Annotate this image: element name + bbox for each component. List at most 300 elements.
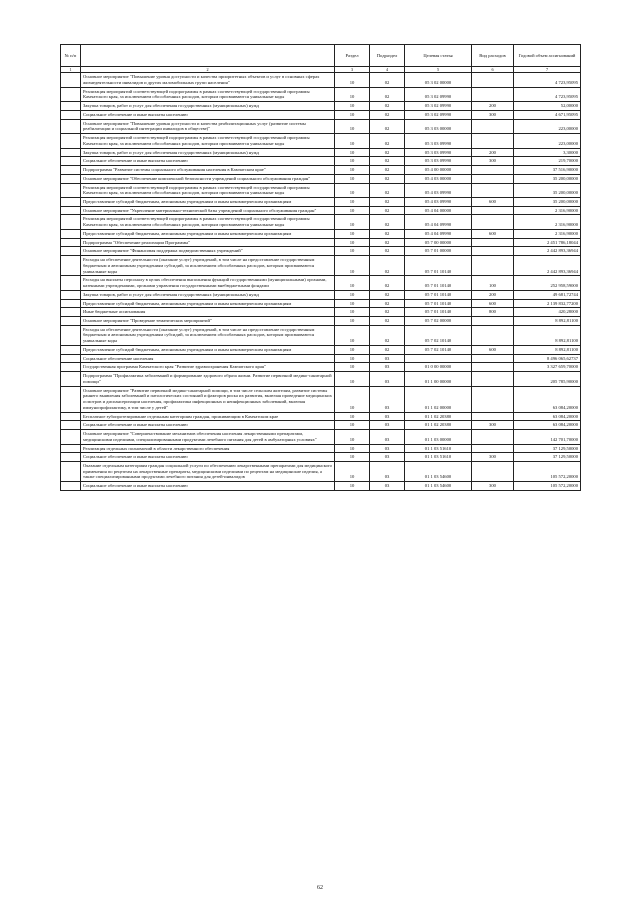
table-row — [61, 430, 581, 444]
row-number-cell — [61, 308, 81, 317]
row-section-cell: 10 — [335, 238, 370, 247]
row-number-cell — [61, 87, 81, 101]
row-type-cell: 300 — [472, 453, 514, 462]
row-name-cell: Закупка товаров, работ и услуг для обеспечения государственных (муниципальных) нужд — [81, 102, 335, 111]
row-article-cell: 05 3 03 09990 — [405, 157, 472, 166]
row-name-cell: Предоставление субсидий бюджетным, автономным учреждениям и иным некоммерческим организациям — [81, 345, 335, 354]
table-row — [61, 198, 581, 207]
header-subsection: Подраздел — [370, 45, 405, 67]
row-article-cell: 05 4 04 09990 — [405, 215, 472, 229]
table-header-row — [61, 45, 581, 67]
row-section-cell: 10 — [335, 461, 370, 481]
row-type-cell — [472, 87, 514, 101]
row-section-cell: 10 — [335, 119, 370, 133]
row-article-cell: 05 4 03 09990 — [405, 183, 472, 197]
table-row — [61, 386, 581, 412]
row-subsection-cell: 03 — [370, 421, 405, 430]
row-subsection-cell: 02 — [370, 206, 405, 215]
row-subsection-cell: 03 — [370, 461, 405, 481]
row-article-cell: 05 3 03 09990 — [405, 148, 472, 157]
row-subsection-cell: 02 — [370, 198, 405, 207]
row-subsection-cell: 03 — [370, 372, 405, 386]
row-amount-cell: 8 892,81100 — [514, 325, 581, 345]
row-section-cell: 10 — [335, 299, 370, 308]
row-amount-cell: 2 316,90000 — [514, 206, 581, 215]
row-number-cell — [61, 166, 81, 175]
row-amount-cell: 252 958,59000 — [514, 276, 581, 290]
row-name-cell: Социальное обеспечение населения — [81, 354, 335, 363]
row-name-cell: Закупка товаров, работ и услуг для обеспечения государственных (муниципальных) нужд — [81, 290, 335, 299]
table-row — [61, 299, 581, 308]
table-row — [61, 421, 581, 430]
row-name-cell: Предоставление субсидий бюджетным, автономным учреждениям и иным некоммерческим организациям — [81, 299, 335, 308]
row-type-cell — [472, 430, 514, 444]
table-row — [61, 325, 581, 345]
row-name-cell: Социальное обеспечение и иные выплаты населению — [81, 482, 335, 491]
row-amount-cell: 142 701,70000 — [514, 430, 581, 444]
row-name-cell: Подпрограмма "Развитие системы социального обслуживания населения в Камчатском крае" — [81, 166, 335, 175]
table-row — [61, 256, 581, 276]
row-number-cell — [61, 372, 81, 386]
row-number-cell — [61, 148, 81, 157]
row-number-cell — [61, 183, 81, 197]
row-number-cell — [61, 430, 81, 444]
row-number-cell — [61, 119, 81, 133]
table-row — [61, 87, 581, 101]
row-amount-cell: 63 084,20000 — [514, 412, 581, 421]
row-type-cell — [472, 238, 514, 247]
row-subsection-cell: 02 — [370, 87, 405, 101]
row-number-cell — [61, 354, 81, 363]
row-type-cell — [472, 354, 514, 363]
row-subsection-cell: 02 — [370, 256, 405, 276]
table-row — [61, 276, 581, 290]
header-amount: Годовой объем ассигнований — [514, 45, 581, 67]
row-number-cell — [61, 386, 81, 412]
row-section-cell: 10 — [335, 317, 370, 326]
row-type-cell — [472, 73, 514, 87]
row-amount-cell: 2 316,90000 — [514, 229, 581, 238]
row-section-cell: 10 — [335, 325, 370, 345]
row-name-cell: Подпрограмма "Профилактика заболеваний и формирование здорового образа жизни. Развитие первичной медико-санитарной помощи" — [81, 372, 335, 386]
row-subsection-cell: 02 — [370, 229, 405, 238]
row-subsection-cell: 02 — [370, 276, 405, 290]
row-number-cell — [61, 206, 81, 215]
row-article-cell: 01 0 00 00000 — [405, 363, 472, 372]
row-subsection-cell: 03 — [370, 482, 405, 491]
row-article-cell: 05 7 02 00000 — [405, 317, 472, 326]
row-subsection-cell: 03 — [370, 354, 405, 363]
row-article-cell: 05 4 04 09990 — [405, 229, 472, 238]
row-name-cell: Закупка товаров, работ и услуг для обеспечения государственных (муниципальных) нужд — [81, 148, 335, 157]
row-amount-cell: 8 892,81100 — [514, 317, 581, 326]
row-type-cell: 600 — [472, 345, 514, 354]
row-type-cell — [472, 386, 514, 412]
table-row — [61, 444, 581, 453]
row-name-cell: Основное мероприятие "Проведение тематических мероприятий" — [81, 317, 335, 326]
row-article-cell: 01 1 02 20380 — [405, 412, 472, 421]
row-subsection-cell: 02 — [370, 183, 405, 197]
row-article-cell: 01 1 02 00000 — [405, 386, 472, 412]
header-type: Вид расходов — [472, 45, 514, 67]
row-section-cell: 10 — [335, 247, 370, 256]
row-section-cell: 10 — [335, 206, 370, 215]
row-name-cell: Основное мероприятие "Обеспечение комплексной безопасности учреждений социального обслуживания граждан" — [81, 174, 335, 183]
table-row — [61, 461, 581, 481]
row-type-cell — [472, 325, 514, 345]
row-number-cell — [61, 73, 81, 87]
row-subsection-cell: 02 — [370, 157, 405, 166]
row-subsection-cell: 02 — [370, 308, 405, 317]
row-number-cell — [61, 345, 81, 354]
table-row — [61, 166, 581, 175]
row-type-cell — [472, 256, 514, 276]
row-name-cell: Расходы на обеспечение деятельности (оказание услуг) учреждений, в том числе на предоставление государственным бюджетным и автономным учреждениям субсидий, за исключением обособленных расходов, которым присваиваются уникальные коды — [81, 325, 335, 345]
row-section-cell: 10 — [335, 215, 370, 229]
row-amount-cell: 219,70000 — [514, 157, 581, 166]
row-type-cell — [472, 206, 514, 215]
table-row — [61, 354, 581, 363]
row-article-cell: 01 1 03 51610 — [405, 444, 472, 453]
row-type-cell: 300 — [472, 482, 514, 491]
row-subsection-cell: 02 — [370, 290, 405, 299]
row-subsection-cell: 02 — [370, 134, 405, 148]
row-article-cell: 05 7 02 10140 — [405, 325, 472, 345]
row-number-cell — [61, 157, 81, 166]
row-name-cell: Государственная программа Камчатского края "Развитие здравоохранения Камчатского края" — [81, 363, 335, 372]
table-row — [61, 290, 581, 299]
row-section-cell: 10 — [335, 73, 370, 87]
row-type-cell — [472, 372, 514, 386]
row-type-cell — [472, 412, 514, 421]
row-subsection-cell: 02 — [370, 247, 405, 256]
row-subsection-cell: 03 — [370, 363, 405, 372]
row-amount-cell: 52,00000 — [514, 102, 581, 111]
row-name-cell: Основное мероприятие "Развитие первичной медико-санитарной помощи, в том числе сельским жителям, развитие системы раннего выявления заболеваний и патологических состояний и факторов риска их развития, включая проведение медицинских осмотров и диспансеризации населения, профилактика инфекционных и неинфекционных заболеваний, включая иммунопрофилактику, в том числе у детей" — [81, 386, 335, 412]
table-row — [61, 229, 581, 238]
header-article: Целевая статья — [405, 45, 472, 67]
row-article-cell: 01 1 02 20380 — [405, 421, 472, 430]
table-row — [61, 73, 581, 87]
row-section-cell: 10 — [335, 444, 370, 453]
row-name-cell: Бесплатное зубопротезирование отдельным категориям граждан, проживающим в Камчатском крае — [81, 412, 335, 421]
row-name-cell: Предоставление субсидий бюджетным, автономным учреждениям и иным некоммерческим организациям — [81, 198, 335, 207]
row-article-cell: 05 7 01 00000 — [405, 247, 472, 256]
row-number-cell — [61, 412, 81, 421]
row-name-cell: Подпрограмма "Обеспечение реализации Программы" — [81, 238, 335, 247]
row-name-cell: Расходы на выплаты персоналу в целях обеспечения выполнения функций государственными (муниципальными) органами, казенными учреждениями, органами управления государственными внебюджетными фондами — [81, 276, 335, 290]
column-index: 6 — [472, 67, 514, 73]
table-row — [61, 372, 581, 386]
row-name-cell: Расходы на обеспечение деятельности (оказание услуг) учреждений, в том числе на предоставление государственным бюджетным и автономным учреждениям субсидий, за исключением обособленных расходов, которым присваиваются уникальные коды — [81, 256, 335, 276]
row-article-cell: 05 4 04 00000 — [405, 206, 472, 215]
row-amount-cell: 223,00000 — [514, 119, 581, 133]
table-row — [61, 317, 581, 326]
table-row — [61, 174, 581, 183]
row-number-cell — [61, 238, 81, 247]
row-name-cell: Основное мероприятие "Повышение уровня доступности и качества приоритетных объектов и услуг в основных сферах жизнедеятельности инвалидов и других маломобильных групп населения" — [81, 73, 335, 87]
row-amount-cell: 49 681,72744 — [514, 290, 581, 299]
row-type-cell — [472, 119, 514, 133]
header-name — [81, 45, 335, 67]
row-amount-cell: 37 129,50000 — [514, 453, 581, 462]
table-row — [61, 247, 581, 256]
row-article-cell: 05 3 03 09990 — [405, 134, 472, 148]
column-index: 4 — [370, 67, 405, 73]
row-name-cell: Социальное обеспечение и иные выплаты населению — [81, 421, 335, 430]
column-index: 7 — [514, 67, 581, 73]
row-name-cell: Иные бюджетные ассигнования — [81, 308, 335, 317]
table-row — [61, 215, 581, 229]
table-row — [61, 453, 581, 462]
row-section-cell: 10 — [335, 372, 370, 386]
table-body — [61, 73, 581, 491]
row-type-cell: 200 — [472, 102, 514, 111]
row-type-cell — [472, 247, 514, 256]
row-article-cell: 01 1 03 00000 — [405, 430, 472, 444]
row-amount-cell: 3 327 659,70000 — [514, 363, 581, 372]
row-article-cell: 05 3 02 00000 — [405, 73, 472, 87]
row-article-cell: 05 7 01 10140 — [405, 276, 472, 290]
table-row — [61, 363, 581, 372]
row-number-cell — [61, 276, 81, 290]
row-article-cell: 01 1 03 54600 — [405, 461, 472, 481]
row-number-cell — [61, 102, 81, 111]
row-number-cell — [61, 134, 81, 148]
row-name-cell: Реализация мероприятий соответствующей подпрограммы в рамках соответствующей государственной программы Камчатского края, за исключением обособленных расходов, которым присваиваются уникальные коды — [81, 134, 335, 148]
column-index: 3 — [335, 67, 370, 73]
row-article-cell: 01 1 03 54600 — [405, 482, 472, 491]
row-subsection-cell: 03 — [370, 430, 405, 444]
row-article-cell — [405, 354, 472, 363]
row-type-cell: 800 — [472, 308, 514, 317]
row-name-cell: Реализация отдельных полномочий в области лекарственного обеспечения — [81, 444, 335, 453]
row-number-cell — [61, 247, 81, 256]
row-amount-cell: 105 572,20000 — [514, 482, 581, 491]
row-number-cell — [61, 290, 81, 299]
row-article-cell: 05 7 02 10140 — [405, 345, 472, 354]
row-name-cell: Основное мероприятие "Укрепление материально-технической базы учреждений социального обслуживания граждан" — [81, 206, 335, 215]
column-index: 1 — [61, 67, 81, 73]
row-number-cell — [61, 256, 81, 276]
row-article-cell: 05 7 00 00000 — [405, 238, 472, 247]
table-row — [61, 183, 581, 197]
row-section-cell: 10 — [335, 198, 370, 207]
row-section-cell: 10 — [335, 453, 370, 462]
row-article-cell: 05 3 03 00000 — [405, 119, 472, 133]
table-row — [61, 482, 581, 491]
page-number: 62 — [317, 885, 323, 891]
row-number-cell — [61, 453, 81, 462]
row-section-cell: 10 — [335, 110, 370, 119]
row-name-cell: Реализация мероприятий соответствующей подпрограммы в рамках соответствующей государственной программы Камчатского края, за исключением обособленных расходов, которым присваиваются уникальные коды — [81, 183, 335, 197]
row-subsection-cell: 02 — [370, 317, 405, 326]
table-row — [61, 119, 581, 133]
row-article-cell: 05 4 03 00000 — [405, 174, 472, 183]
row-amount-cell: 2 316,90000 — [514, 215, 581, 229]
row-section-cell: 10 — [335, 183, 370, 197]
row-name-cell: Социальное обеспечение и иные выплаты населению — [81, 157, 335, 166]
row-number-cell — [61, 317, 81, 326]
table-row — [61, 206, 581, 215]
row-section-cell: 10 — [335, 87, 370, 101]
row-type-cell — [472, 444, 514, 453]
row-number-cell — [61, 461, 81, 481]
row-section-cell: 10 — [335, 354, 370, 363]
row-section-cell: 10 — [335, 421, 370, 430]
row-name-cell: Социальное обеспечение и иные выплаты населению — [81, 453, 335, 462]
table-row — [61, 110, 581, 119]
row-amount-cell: 2 442 893,36944 — [514, 256, 581, 276]
row-name-cell: Основное мероприятие "Повышение уровня доступности и качества реабилитационных услуг (развитие системы реабилитации и социальной интеграции инвалидов в обществе)" — [81, 119, 335, 133]
row-subsection-cell: 02 — [370, 174, 405, 183]
row-subsection-cell: 03 — [370, 412, 405, 421]
row-amount-cell: 35 200,00000 — [514, 198, 581, 207]
row-section-cell: 10 — [335, 102, 370, 111]
row-type-cell: 600 — [472, 299, 514, 308]
row-article-cell: 05 7 01 10140 — [405, 308, 472, 317]
row-amount-cell: 63 084,20000 — [514, 421, 581, 430]
row-section-cell: 10 — [335, 430, 370, 444]
table-row — [61, 102, 581, 111]
budget-table — [60, 44, 581, 491]
row-amount-cell: 4 723,95095 — [514, 87, 581, 101]
row-number-cell — [61, 215, 81, 229]
row-article-cell: 05 3 02 09990 — [405, 87, 472, 101]
row-type-cell — [472, 215, 514, 229]
row-amount-cell: 37 129,50000 — [514, 444, 581, 453]
row-name-cell: Основное мероприятие "Совершенствование механизмов обеспечения населения лекарственными препаратами, медицинскими изделиями, специализированными продуктами лечебного питания для детей в амбулаторных условиях" — [81, 430, 335, 444]
row-section-cell: 10 — [335, 276, 370, 290]
row-type-cell: 600 — [472, 198, 514, 207]
row-type-cell: 100 — [472, 276, 514, 290]
table-row — [61, 157, 581, 166]
row-subsection-cell: 02 — [370, 325, 405, 345]
row-type-cell — [472, 363, 514, 372]
row-subsection-cell: 02 — [370, 215, 405, 229]
row-subsection-cell: 02 — [370, 73, 405, 87]
row-subsection-cell: 02 — [370, 110, 405, 119]
row-amount-cell: 205 785,90000 — [514, 372, 581, 386]
row-section-cell: 10 — [335, 308, 370, 317]
row-section-cell: 10 — [335, 345, 370, 354]
row-subsection-cell: 03 — [370, 453, 405, 462]
row-amount-cell: 2 139 832,77200 — [514, 299, 581, 308]
row-section-cell: 10 — [335, 256, 370, 276]
header-section: Раздел — [335, 45, 370, 67]
row-amount-cell: 420,28000 — [514, 308, 581, 317]
row-type-cell — [472, 461, 514, 481]
row-type-cell — [472, 183, 514, 197]
row-name-cell: Реализация мероприятий соответствующей подпрограммы в рамках соответствующей государственной программы Камчатского края, за исключением обособленных расходов, которым присваиваются уникальные коды — [81, 87, 335, 101]
row-section-cell: 10 — [335, 290, 370, 299]
row-subsection-cell: 02 — [370, 238, 405, 247]
row-section-cell: 10 — [335, 386, 370, 412]
row-section-cell: 10 — [335, 166, 370, 175]
row-type-cell: 200 — [472, 290, 514, 299]
row-article-cell: 05 3 02 09990 — [405, 102, 472, 111]
row-name-cell: Реализация мероприятий соответствующей подпрограммы в рамках соответствующей государственной программы Камчатского края, за исключением обособленных расходов, которым присваиваются уникальные коды — [81, 215, 335, 229]
row-number-cell — [61, 325, 81, 345]
table-row — [61, 148, 581, 157]
row-article-cell: 05 7 01 10140 — [405, 256, 472, 276]
row-amount-cell: 4 671,95095 — [514, 110, 581, 119]
row-type-cell: 300 — [472, 421, 514, 430]
row-name-cell: Оказание отдельным категориям граждан социальной услуги по обеспечению лекарственными препаратами для медицинского применения по рецептам на лекарственные препараты, медицинскими изделиями по рецептам на медицинские изделия, а также специализированными продуктами лечебного питания для детей-инвалидов — [81, 461, 335, 481]
row-subsection-cell: 03 — [370, 386, 405, 412]
row-subsection-cell: 02 — [370, 102, 405, 111]
row-amount-cell: 3,30000 — [514, 148, 581, 157]
table-row — [61, 412, 581, 421]
row-subsection-cell: 02 — [370, 299, 405, 308]
row-name-cell: Основное мероприятие "Финансовая поддержка подведомственных учреждений" — [81, 247, 335, 256]
row-section-cell: 10 — [335, 412, 370, 421]
row-number-cell — [61, 174, 81, 183]
row-subsection-cell: 02 — [370, 345, 405, 354]
row-amount-cell: 63 084,20000 — [514, 386, 581, 412]
row-article-cell: 05 4 00 00000 — [405, 166, 472, 175]
row-article-cell: 05 3 02 09990 — [405, 110, 472, 119]
row-type-cell — [472, 317, 514, 326]
row-subsection-cell: 02 — [370, 148, 405, 157]
row-number-cell — [61, 363, 81, 372]
row-article-cell: 05 7 01 10140 — [405, 299, 472, 308]
row-subsection-cell: 02 — [370, 119, 405, 133]
row-amount-cell: 105 572,20000 — [514, 461, 581, 481]
row-amount-cell: 35 200,00000 — [514, 183, 581, 197]
row-section-cell: 10 — [335, 174, 370, 183]
row-section-cell: 10 — [335, 229, 370, 238]
table-row — [61, 134, 581, 148]
row-article-cell: 05 7 01 10140 — [405, 290, 472, 299]
row-amount-cell: 37 516,90000 — [514, 166, 581, 175]
column-index: 5 — [405, 67, 472, 73]
row-type-cell — [472, 166, 514, 175]
row-type-cell — [472, 134, 514, 148]
row-name-cell: Социальное обеспечение и иные выплаты населению — [81, 110, 335, 119]
row-article-cell: 01 1 03 51610 — [405, 453, 472, 462]
row-subsection-cell: 02 — [370, 166, 405, 175]
row-type-cell: 600 — [472, 229, 514, 238]
row-amount-cell: 2 442 893,36944 — [514, 247, 581, 256]
table-row — [61, 308, 581, 317]
row-amount-cell: 2 451 786,18044 — [514, 238, 581, 247]
table-row — [61, 345, 581, 354]
row-number-cell — [61, 482, 81, 491]
table-row — [61, 238, 581, 247]
row-section-cell: 10 — [335, 482, 370, 491]
row-number-cell — [61, 421, 81, 430]
row-amount-cell: 8 892,81100 — [514, 345, 581, 354]
row-section-cell: 10 — [335, 134, 370, 148]
row-article-cell: 01 1 00 00000 — [405, 372, 472, 386]
row-number-cell — [61, 444, 81, 453]
row-type-cell: 300 — [472, 110, 514, 119]
row-number-cell — [61, 198, 81, 207]
row-type-cell: 300 — [472, 157, 514, 166]
row-amount-cell: 4 723,95095 — [514, 73, 581, 87]
row-amount-cell: 35 200,00000 — [514, 174, 581, 183]
row-section-cell: 10 — [335, 148, 370, 157]
row-subsection-cell: 03 — [370, 444, 405, 453]
column-index: 2 — [81, 67, 335, 73]
row-type-cell: 200 — [472, 148, 514, 157]
row-type-cell — [472, 174, 514, 183]
row-number-cell — [61, 110, 81, 119]
row-number-cell — [61, 299, 81, 308]
row-number-cell — [61, 229, 81, 238]
row-section-cell: 10 — [335, 157, 370, 166]
